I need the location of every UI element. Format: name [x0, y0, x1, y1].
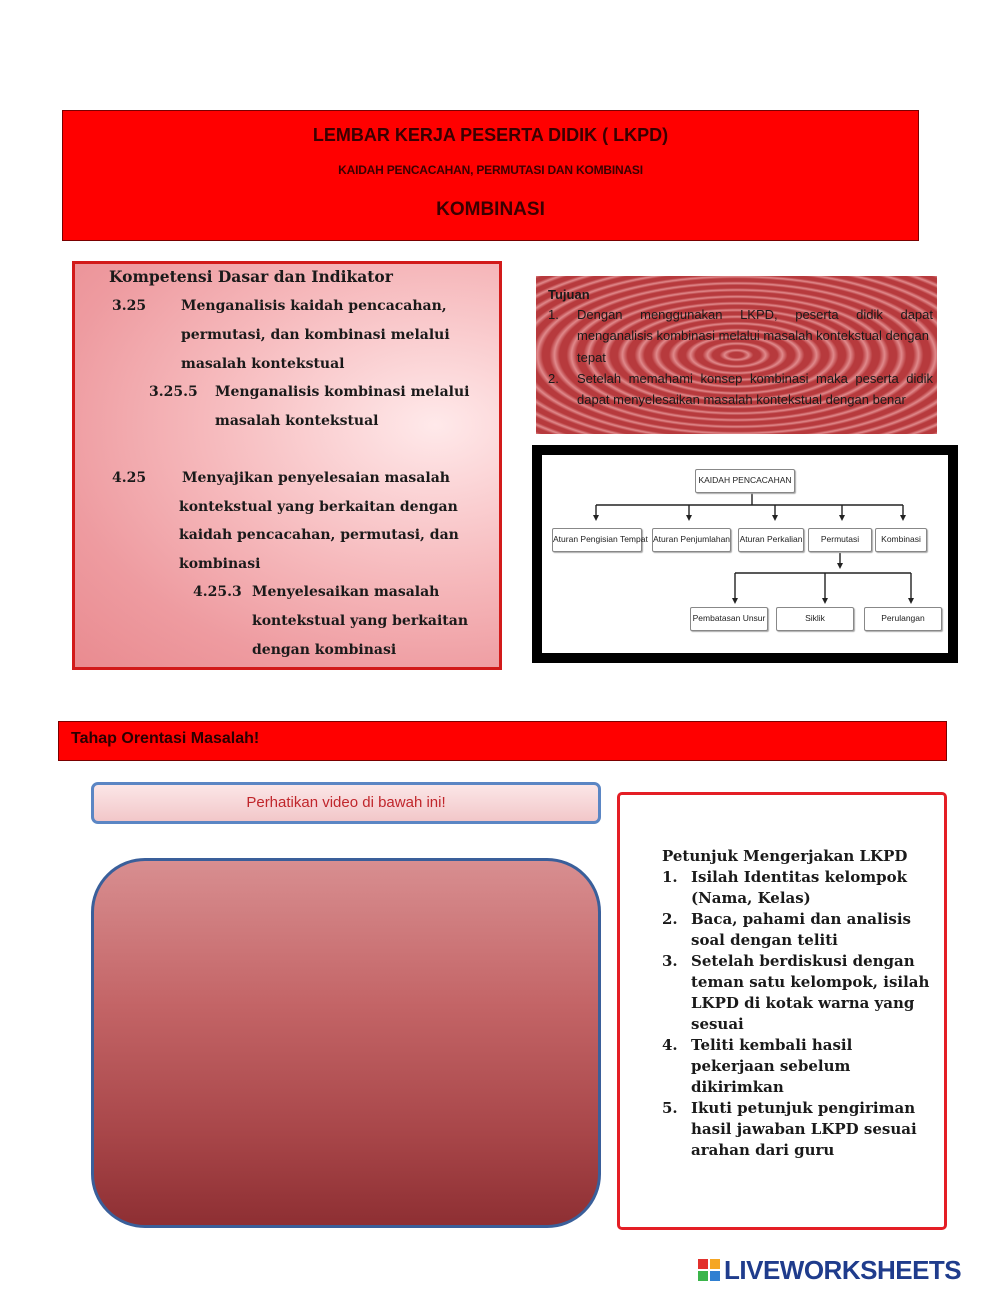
petunjuk-line: arahan dari guru — [691, 1141, 835, 1159]
kd-number: 4.25.3 — [193, 584, 242, 600]
tujuan-box — [536, 276, 937, 434]
petunjuk-number: 5. — [662, 1099, 678, 1117]
kd-line: kontekstual yang berkaitan dengan — [179, 499, 458, 515]
kd-heading: Kompetensi Dasar dan Indikator — [109, 267, 393, 286]
worksheet-subtitle: KAIDAH PENCACAHAN, PERMUTASI DAN KOMBINASI — [338, 163, 643, 177]
petunjuk-line: soal dengan teliti — [691, 931, 838, 949]
kd-line: kontekstual yang berkaitan — [252, 613, 469, 629]
kd-line: Menyajikan penyelesaian masalah — [182, 470, 450, 486]
kd-number: 3.25 — [112, 298, 147, 314]
kd-line: masalah kontekstual — [181, 356, 345, 372]
liveworksheets-logo-icon — [698, 1259, 720, 1281]
petunjuk-title: Petunjuk Mengerjakan LKPD — [662, 847, 908, 865]
node-siklik: Siklik — [776, 607, 854, 631]
tahap-orientasi-bar — [58, 721, 947, 761]
node-pembatasan-unsur: Pembatasan Unsur — [690, 607, 768, 631]
petunjuk-line: pekerjaan sebelum — [691, 1057, 851, 1075]
kd-line: kaidah pencacahan, permutasi, dan — [179, 527, 459, 543]
petunjuk-line: Teliti kembali hasil — [691, 1036, 853, 1054]
kd-line: masalah kontekstual — [215, 413, 379, 429]
petunjuk-number: 1. — [662, 868, 678, 886]
liveworksheets-logo — [698, 1255, 998, 1285]
tujuan-line: dapat menyelesaikan masalah kontekstual dengan benar — [577, 392, 906, 407]
video-prompt-label: Perhatikan video di bawah ini! — [91, 782, 601, 824]
node-aturan-perkalian: Aturan Perkalian — [738, 528, 804, 552]
tahap-label: Tahap Orentasi Masalah! — [71, 730, 260, 747]
petunjuk-line: Baca, pahami dan analisis — [691, 910, 911, 928]
worksheet-topic: KOMBINASI — [436, 199, 545, 220]
petunjuk-number: 2. — [662, 910, 678, 928]
video-player[interactable] — [91, 858, 601, 1228]
node-aturan-penjumlahan: Aturan Penjumlahan — [652, 528, 731, 552]
petunjuk-line: LKPD di kotak warna yang — [691, 994, 915, 1012]
kd-number: 4.25 — [112, 470, 147, 486]
kd-number: 3.25.5 — [149, 384, 198, 400]
petunjuk-line: (Nama, Kelas) — [691, 889, 811, 907]
node-kombinasi: Kombinasi — [875, 528, 927, 552]
kd-line: Menyelesaikan masalah — [252, 584, 440, 600]
kd-line: Menganalisis kaidah pencacahan, — [181, 298, 447, 314]
petunjuk-line: dikirimkan — [691, 1078, 784, 1096]
header-banner — [62, 110, 919, 241]
petunjuk-line: teman satu kelompok, isilah — [691, 973, 930, 991]
node-perulangan: Perulangan — [864, 607, 942, 631]
petunjuk-line: Ikuti petunjuk pengiriman — [691, 1099, 916, 1117]
tujuan-line: Setelah memahami konsep kombinasi maka peserta didik — [577, 371, 933, 386]
kd-line: permutasi, dan kombinasi melalui — [181, 327, 450, 343]
tujuan-title: Tujuan — [548, 287, 590, 302]
kaidah-pencacahan-diagram — [532, 445, 958, 663]
petunjuk-number: 3. — [662, 952, 678, 970]
kompetensi-dasar-box — [72, 261, 502, 670]
liveworksheets-logo-text: LIVEWORKSHEETS — [724, 1255, 962, 1285]
petunjuk-line: Isilah Identitas kelompok — [691, 868, 907, 886]
kd-line: dengan kombinasi — [252, 642, 397, 658]
kd-line: kombinasi — [179, 556, 261, 572]
tujuan-line: Dengan menggunakan LKPD, peserta didik dapat — [577, 307, 933, 322]
diagram-canvas — [542, 455, 948, 653]
worksheet-title: LEMBAR KERJA PESERTA DIDIK ( LKPD) — [312, 125, 669, 145]
tujuan-number: 2. — [548, 371, 559, 386]
petunjuk-box — [617, 792, 947, 1230]
node-kaidah-pencacahan: KAIDAH PENCACAHAN — [695, 469, 795, 493]
petunjuk-number: 4. — [662, 1036, 678, 1054]
petunjuk-line: sesuai — [691, 1015, 744, 1033]
petunjuk-line: hasil jawaban LKPD sesuai — [691, 1120, 917, 1138]
node-permutasi: Permutasi — [808, 528, 872, 552]
kd-line: Menganalisis kombinasi melalui — [215, 384, 470, 400]
tujuan-line: tepat — [577, 350, 606, 365]
tujuan-line: menganalisis kombinasi melalui masalah kontekstual dengan — [577, 328, 929, 343]
tujuan-number: 1. — [548, 307, 559, 322]
petunjuk-line: Setelah berdiskusi dengan — [691, 952, 915, 970]
node-aturan-pengisian-tempat: Aturan Pengisian Tempat — [552, 528, 642, 552]
